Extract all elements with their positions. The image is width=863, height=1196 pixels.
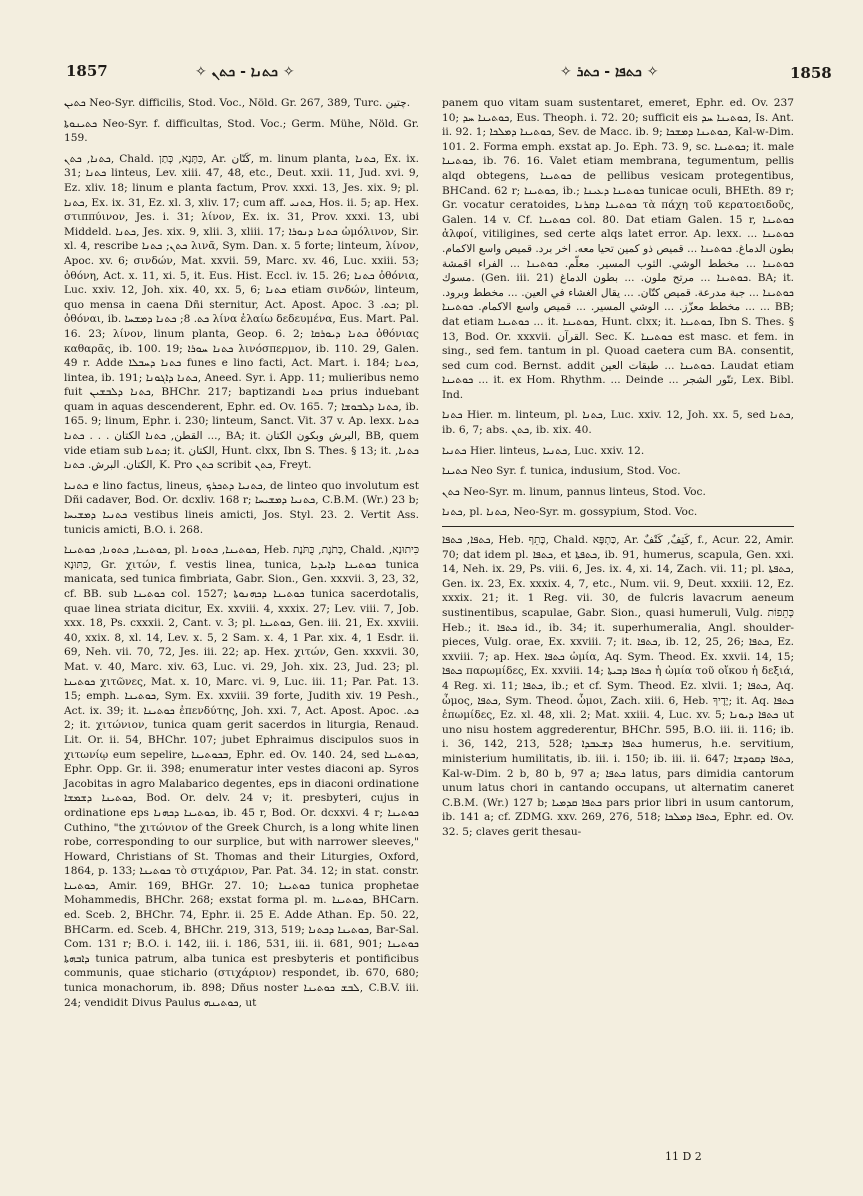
signature-mark: 11 D 2: [665, 1150, 702, 1163]
left-column: [64, 96, 419, 1016]
entry: ܟܬܢܝܐ e lino factus, lineus, ܟܬܢܝܐ ܕܬܟܪܟ, de linteo quo involutum est Dñi cadaver, Bod. Or. dcxliv. 168 r; ܟܬܢܝܐ ܕܡܫܝܚܐ, C.B.M. (Wr.) 23 b; ܟܬܢܝܐ ܕܡܫܝܚܐ vestibus lineis amicti, Jos. Styl. 23. 2. Vertit Ass. tunicis amicti, B.O. i. 268.: [64, 479, 419, 536]
entry: ܟܬܦܐ, ܟܬܦܐ, Heb. כָּתֵף, Chald. כַּתְפָּא, Ar. كَتِفٌ, كَتْفٌ, f., Acur. 22, Amir. 70; dat idem pl. ܟܬܦܐ, et ܟܬܦܬܐ, ib. 91, humerus, scapula, Gen. xxi. 14, Neh. ix. 29, Ps. viii. 6, Jes. ix. 4, xi. 14, Zach. vii. 11; pl. ܟܬܦܬܐ, Gen. ix. 23, Ex. xxxix. 4, 7, etc., Num. vii. 9, Deut. xxxiii. 12, Ez. xxxix. 21; it. 1 Reg. vii. 30, de fulcris lavacrum aeneum sustinentibus, scapulae, Gabr. Sion., quasi humeruli, Vulg. כְּתֵפוֹת Heb.; it. ܟܬܦܐ id., ib. 34; it. superhumeralia, Angl. shoulder-pieces, Vulg. orae, Ex. xxviii. 7; it. ܟܬܦܐ, ib. 12, 25, 26; ܟܬܦܐ, Ez. xxviii. 7; ap. Hex. ܟܬܦܐ ὠμία, Aq. Sym. Theod. Ex. xxvii. 14, 15; ܟܬܦܐ παρωμίδες, Ex. xxviii. 14; ܟܬܦܐ ܕܒܝܬܐ ἡ ὠμία τοῦ οἴκου ἡ δεξιά, 4 Reg. xi. 11; ܟܬܦܐ, ib.; et cf. Sym. Theod. Ez. xlvii. 1; ܟܬܦܐ, Aq. ὦμος, ܟܬܦܐ, Sym. Theod. ὦμοι, Zach. xiii. 6, Heb. יָדֶיךָ; it. Aq. ܟܬܦܐ ἐπωμίδες, Ez. xl. 48, xli. 2; Mat. xxiii. 4, Luc. xv. 5; ܟܬܦܐ ܕܝܘܢܐ ut uno nisu hostem aggrederentur, BHChr. 595, B.O. iii. ii. 116; ib. i. 36, 142, 213, 528; ܟܬܦܐ ܕܫܥܒܕܐ humerus, h.e. servitium, ministerium humilitatis, ib. iii. i. 150; ib. iii. ii. 647; ܟܬܦܐ ܕܩܘܕܫܐ, Kal-w-Dim. 2 b, 80 b, 97 a; ܟܬܦܐ latus, pars dimidia cantorum unum latus chori in cantando occupans, ut alternatim caneret C.B.M. (Wr.) 127 b; ܟܬܦܐ ܩܕܡܝܐ pars prior libri in usum cantorum, ib. 141 a; cf. ZDMG. xxv. 269, 276, 518; ܟܬܦܐ ܕܡܠܟܐ, Ephr. ed. Ov. 32. 5; claves gerit thesau-: [442, 534, 795, 838]
right-page-number: 1858: [790, 64, 832, 82]
entry: ܟܬܢܐ, ܟܬܢ, Chald. כִּתָּנָא, כְּתַן, Ar. كَتّان, m. linum planta, ܟܬܢܐ, Ex. ix. 31; ܟܬܢܐ linteus, Lev. xiii. 47, 48, etc., Deut. xxii. 11, Jud. xvi. 9, Ez. xliv. 18; linum e planta factum, Prov. xxxi. 13, Jes. xix. 9; pl. ܟܬܢܐ, Ex. ix. 31, Ez. xl. 3, xliv. 17; cum aff. ܟܬܢܝ, Hos. ii. 5; ap. Hex. στιππύινον, Jes. i. 31; λίνον, Ex. ix. 31, Prov. xxxi. 13, ubi Middeld. ܟܬܢܐ, Jes. xix. 9, xlii. 3, xliii. 17; ܟܬܢܐ ܕܢܘܪܐ ὠμόλινον, Sir. xl. 4, rescribe ܟܬܢ; ܟܬܢܐ λινᾶ, Sym. Dan. x. 5 forte; linteum, λίνον, Apoc. xv. 6; σινδών, Mat. xxvii. 59, Marc. xv. 46, Luc. xxiii. 53; ὀθόνη, Act. x. 11, xi. 5, it. Eus. Hist. Eccl. iv. 15. 26; ܟܬܢܐ ὀθόνια, Luc. xxiv. 12, Joh. xix. 40, xx. 5, 6; ܟܬܢܐ etiam σινδών, linteum, quo mensa in caena Dñi sternitur, Act. Apost. Apoc. ܟܬ. 3; pl. ὀθόναι, ib. ܟܬ. 8; ܟܬܢܐ ܕܡܫܚܐ λίνα ἐλαίω δεδευμένα, Eus. Mart. Pal. 16. 23; λίνον, linum planta, Geop. 6. 2; ܟܬܢܐ ܕܝܘܪܩܐ ὀθόνιας καθαρᾶς, ib. 100. 19; ܟܬܢܐ ܚܘܪܐ λινόσπερμον, ib. 110. 29, Galen. 49 r. Adde ܟܬܢܐ ܕܚܒܠܐ funes e lino facti, Act. Mart. i. 184; ܟܬܢܐ, lintea, ib. 191; ܟܬܢܐ ܕܐܓܘܢܐ, Aneed. Syr. i. App. 11; mulieribus nemo fuit ܟܬܢܐ ܕܠܒܫܝܢ, BHChr. 217; baptizandi ܟܬܢܐ prius induebant quam in aquas descenderent, Ephr. ed. Ov. 165. 7; ܟܬܢܐ ܕܠܒܘܫܐ, ib. 165. 9; linum, Ephr. i. 230; linteum, Sanct. Vit. 37 v. Ap. lexx. ܟܬܢܐ ... القطن, ܟܬܢܐ الكتان . . . ܟܬܢܐ, BA; it. البرش وبكون الكتان, BB, quem vide etiam sub ܟܬܢܐ; it. الكتان, Hunt. clxx, Ibn S. Thes. § 13; it. ܟܬܢܐ, الكتان. البرش. ܟܬܢܐ, K. Pro ܟܬܢ scribit ܟܬܢ, Freyt.: [64, 152, 420, 472]
entry: ܟܬܢ Neo-Syr. m. linum, pannus linteus, Stod. Voc.: [442, 485, 706, 498]
entry: ܟܬܝܢ Neo-Syr. difficilis, Stod. Voc., Nöld. Gr. 267, 389, Turc. چتين.: [64, 97, 411, 109]
right-column: [442, 96, 794, 846]
section-divider: [442, 526, 794, 527]
entry: ܟܬܢܝܐ Hier. linteus, ܟܬܢܝܐ, Luc. xxiv. 12.: [442, 444, 645, 457]
entry: ܟܬܢܐ, pl. ܟܬܢܐ, Neo-Syr. m. gossypium, Stod. Voc.: [442, 506, 698, 519]
entry: panem quo vitam suam sustentaret, emeret, Ephr. ed. Ov. 237 10; ܟܘܬܝܢܐ ܚܕ, Eus. Theoph. i. 72. 20; sufficit eis ܟܘܬܝܢܐ ܚܕ, Is. Ant. ii. 92. 1; ܟܘܬܝܢܐ ܕܡܠܟܐ, Sev. de Macc. ib. 9; ܟܘܬܝܢܐ ܕܡܫܟܐ, Kal-w-Dim. 101. 2. Forma emph. exstat ap. Jo. Eph. 73. 9, sc. ܟܘܬܝܢܐ; it. male ܟܘܬܝܢܐ, ib. 76. 16. Valet etiam membrana, tegumentum, pellis alqd obtegens, ܟܘܬܝܢܐ de pellibus vesicam protegentibus, BHCand. 62 r; ܟܘܬܝܢܐ, ib.; ܟܘܬܝܢܐ ܕܥܝܢܐ tunicae oculi, BHEth. 89 r; Gr. vocatur ceratoides, ܟܘܬܝܢܐ ܕܩܪܢܐ τὰ πάχη τοῦ κερατοειδοῦς, Galen. 14 v. Cf. ܟܘܬܝܢܐ col. 80. Dat etiam Galen. 15 r, ܟܘܬܝܢܐ ἀλφοί, vitiligines, sed certe alqs latet error. Ap. lexx. ܟܘܬܝܢܐ ... بطون الدماغ. ܟܘܬܝܢܐ ... قميص ذو كمين تحيا معه. اخر برد. قميص واسع الاكمام. ܟܘܬܝܢܐ ... مخطط الوشي. الثوب المسير. معلّم. ܟܘܬܝܢܐ ... الفراء اقمشة مسوك. (Gen. iii. 21) ܟܘܬܝܢܐ ... مرتح ملون. ... بطون الدماغ. BA; it. ܟܘܬܝܢܐ ... جبة مدرعة. قميص كتّان. ... يقال الغشاء في العين. ... مخطط وبرود. ... مخطط معزّز. ... الوشي المسير. ... قميص واسع الاكمام. ܟܘܬܝܢܐ ... BB; dat etiam ܟܘܬܝܢܐ ... it. ܟܘܬܝܢܐ, Hunt. clxx; it. ܟܘܬܝܢܐ, Ibn S. Thes. § 13, Bod. Or. xxxvii. القرآن. Sec. K. ܟܘܬܝܢܐ est masc. et fem. in sing., sed fem. tantum in pl. Quoad caetera cum BA. consentit, sed cum cod. Bernst. addit ܟܘܬܝܢܐ ... طبقات العين. Laudat etiam ܟܘܬܝܢܐ ... it. ex Hom. Rhythm. ... Deinde ... تنّور الشجر, Lex. Bibl. Ind.: [442, 97, 795, 401]
left-running-title: ✧ ܟܬܢܐ - ܟܬܢ ✧: [195, 64, 295, 80]
entry: ܟܬܢܐ Hier. m. linteum, pl. ܟܬܢܐ, Luc. xxiv. 12, Joh. xx. 5, sed ܟܬܢܐ, ib. 6, 7; abs. ܟܬܢ, ib. xix. 40.: [442, 409, 794, 437]
right-running-title: ✧ ܟܬܦܐ - ܟܬܪ ✧: [560, 64, 659, 80]
entry: ܟܘܬܝܢܐ, ܟܬܘܢܐ, ܟܘܬܝܢܐ, pl. ܟܘܬܝܢܐ, ܟܬܘܢܐ, Heb. כְּתֹנֶת, כֻּתֹּנֶת, Chald. כִּיתוּנָא, כִּתּוּנָא, Gr. χιτών, f. vestis linea, tunica, ܟܘܬܝܢܐ ܕܐܝܕܝܐ tunica manicata, sed tunica fimbriata, Gabr. Sion., Gen. xxxvii. 3, 23, 32, cf. BB. sub ܟܘܬܝܢܐ col. 1527; ܟܘܬܝܢܐ ܕܟܗܢܘܬܐ tunica sacerdotalis, quae linea striata dicitur, Ex. xxviii. 4, xxxix. 27; Lev. viii. 7, Job. xxx. 18, Ps. cxxxii. 2, Cant. v. 3; pl. ܟܘܬܝܢܐ, Gen. iii. 21, Ex. xxviii. 40, xxix. 8, xl. 14, Lev. x. 5, 2 Sam. x. 4, 1 Par. xix. 4, 1 Esdr. ii. 69, Neh. vii. 70, 72, Jes. iii. 22; ap. Hex. χιτών, Gen. xxxvii. 30, Mat. v. 40, Marc. xiv. 63, Luc. vi. 29, Joh. xix. 23, Jud. 23; pl. ܟܘܬܝܢܐ χιτῶνες, Mat. x. 10, Marc. vi. 9, Luc. iii. 11; Par. Pat. 13. 15; emph. ܟܘܬܝܢܐ, Sym. Ex. xxviii. 39 forte, Judith xiv. 19 Pesh., Act. ix. 39; it. ܟܘܬܝܢܐ ἐπενδύτης, Joh. xxi. 7, Act. Apost. Apoc. ܟܬ. 2; it. χιτώνιον, tunica quam gerit sacerdos in liturgia, Renaud. Lit. Or. ii. 54, BHChr. 107; jubet Ephraimus discipulos suos in χιτωνίῳ eum sepelire, ܒܟܘܬܝܢܐ, Ephr. ed. Ov. 140. 24, sed ܟܘܬܝܢܐ, Ephr. Opp. Gr. ii. 398; enumeratur inter vestes diaconi ap. Syros Jacobitas in agro Malabarico degentes, eps in diaconi ordinatione ܟܘܬܝܢܐ ܕܫܡܫܐ, Bod. Or. delv. 24 v; it. presbyteri, cujus in ordinatione eps ܟܘܬܝܢܐ ܕܟܗܢܐ, ib. 45 r, Bod. Or. dcxxvi. 4 r; ܟܘܬܝܢܐ Cuthino, "the χιτώνιον of the Greek Church, is a long white linen robe, corresponding to our surplice, but with narrower sleeves," Howard, Christians of St. Thomas and their Liturgies, Oxford, 1864, p. 133; ܟܘܬܝܢܐ τὸ στιχάριον, Par. Pat. 34. 12; in stat. constr. ܟܘܬܝܢܐ, Amir. 169, BHGr. 27. 10; ܟܘܬܝܢܐ tunica prophetae Mohammedis, BHChr. 268; exstat forma pl. m. ܟܘܬܝܢܐ, BHCarn. ed. Sceb. 2, BHChr. 74, Ephr. ii. 25 E. Adde Athan. Ep. 50. 22, BHCarm. ed. Sceb. 4, BHChr. 219, 313, 519; ܟܘܬܝܢܐ ܕܟܬܢܐ, Bar-Sal. Com. 131 r; B.O. i. 142, iii. i. 186, 531, iii. ii. 681, 901; ܟܘܬܝܢܐ ܕܐܒܗܬܐ tunica patrum, alba tunica est presbyteris et pontificibus communis, quae stichario (στιχάριον) respondet, ib. 670, 680; tunica monachorum, ib. 898; Dñus noster ܠܒܫ ܟܘܬܝܢܐ, C.B.V. iii. 24; vendidit Divus Paulus ܟܘܬܝܢܗ, ut: [64, 544, 420, 1009]
entry: ܟܬܝܢܐ Neo Syr. f. tunica, indusium, Stod. Voc.: [442, 465, 681, 478]
entry: ܟܬܝܢܘܬܐ Neo-Syr. f. difficultas, Stod. Voc.; Germ. Mühe, Nöld. Gr. 159.: [64, 117, 419, 145]
left-page-number: 1857: [66, 62, 108, 80]
